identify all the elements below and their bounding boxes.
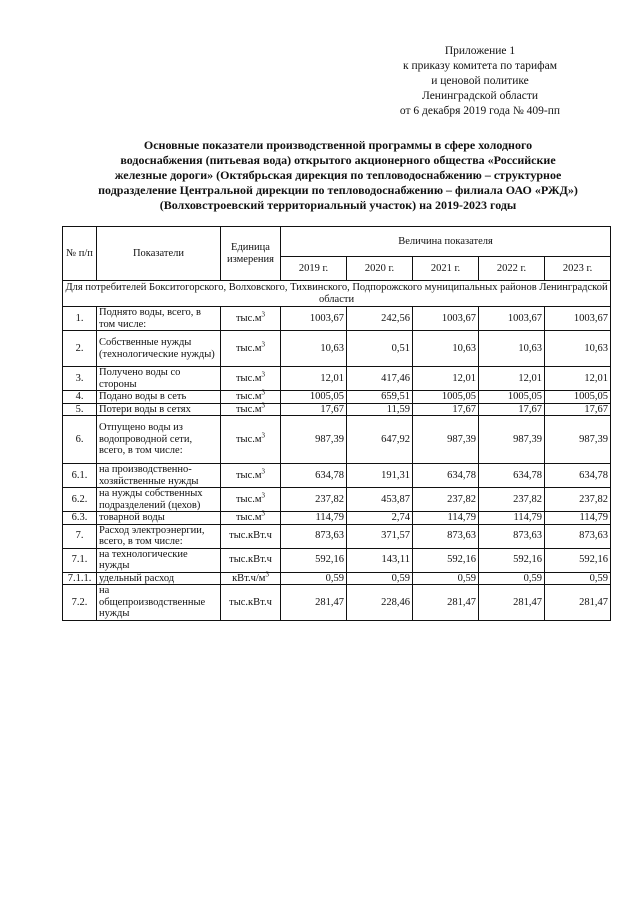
indicator-name: на технологические нужды: [97, 548, 221, 572]
unit-text: кВт.ч/м: [232, 572, 266, 584]
unit-text: тыс.м: [235, 493, 262, 505]
unit-superscript: 3: [261, 509, 266, 518]
table-row: [63, 464, 611, 488]
indicator-name: Поднято воды, всего, в том числе:: [97, 307, 221, 331]
unit-text: тыс.кВт.ч: [229, 554, 272, 566]
value-cell: 634,78: [479, 464, 545, 488]
title-line: Основные показатели производственной программы в сфере холодного: [143, 138, 533, 152]
header-year: 2019 г.: [281, 257, 347, 281]
value-cell: 191,31: [347, 464, 413, 488]
title-line: водоснабжения (питьевая вода) открытого акционерного общества «Российские: [120, 153, 556, 167]
appendix-block: [360, 44, 600, 119]
value-cell: 1005,05: [413, 391, 479, 404]
value-cell: 1005,05: [545, 391, 611, 404]
table-row: [63, 403, 611, 416]
value-cell: 281,47: [479, 585, 545, 621]
table-row: [63, 488, 611, 512]
unit-superscript: 3: [261, 491, 266, 500]
unit-cell: [221, 488, 281, 512]
unit-text: тыс.кВт.ч: [229, 530, 272, 542]
title-line: подразделение Центральной дирекции по тепловодоснабжению – филиала ОАО «РЖД»): [98, 183, 578, 197]
value-cell: 873,63: [479, 524, 545, 548]
unit-superscript: 3: [261, 467, 266, 476]
value-cell: 592,16: [479, 548, 545, 572]
row-number: 6.1.: [63, 464, 97, 488]
header-unit: Единица измерения: [221, 227, 281, 281]
table-row: [63, 512, 611, 525]
value-cell: 0,59: [347, 572, 413, 585]
unit-text: тыс.кВт.ч: [229, 596, 272, 608]
header-indicator: Показатели: [97, 227, 221, 281]
table-row: [63, 548, 611, 572]
table-row: [63, 367, 611, 391]
unit-text: тыс.м: [235, 372, 262, 384]
value-cell: 417,46: [347, 367, 413, 391]
unit-cell: [221, 388, 281, 404]
value-cell: 0,59: [545, 572, 611, 585]
row-number: 5.: [63, 403, 97, 416]
value-cell: 1003,67: [545, 307, 611, 331]
indicator-name: на производственно-хозяйственные нужды: [97, 464, 221, 488]
indicator-name: Расход электроэнергии, всего, в том числе:: [97, 524, 221, 548]
value-cell: 987,39: [413, 416, 479, 464]
value-cell: 0,59: [281, 572, 347, 585]
row-number: 6.3.: [63, 512, 97, 525]
indicator-name: Подано воды в сеть: [97, 391, 221, 404]
unit-cell: [221, 464, 281, 488]
appendix-line: от 6 декабря 2019 года № 409-пп: [399, 105, 561, 117]
unit-superscript: 3: [261, 340, 266, 349]
value-cell: 873,63: [545, 524, 611, 548]
unit-superscript: 3: [261, 310, 266, 319]
value-cell: 0,51: [347, 331, 413, 367]
value-cell: 11,59: [347, 403, 413, 416]
table-row: [63, 391, 611, 404]
value-cell: 242,56: [347, 307, 413, 331]
value-cell: 237,82: [413, 488, 479, 512]
unit-cell: [221, 367, 281, 391]
appendix-line: и ценовой политике: [431, 75, 529, 87]
value-cell: 281,47: [545, 585, 611, 621]
unit-cell: [221, 416, 281, 464]
value-cell: 873,63: [281, 524, 347, 548]
value-cell: 0,59: [479, 572, 545, 585]
value-cell: 987,39: [479, 416, 545, 464]
value-cell: 12,01: [479, 367, 545, 391]
value-cell: 17,67: [413, 403, 479, 416]
value-cell: 371,57: [347, 524, 413, 548]
row-number: 7.: [63, 524, 97, 548]
value-cell: 237,82: [545, 488, 611, 512]
unit-cell: [221, 548, 281, 572]
table-row: [63, 524, 611, 548]
title-line: железные дороги» (Октябрьская дирекция по тепловодоснабжению – структурное: [114, 168, 562, 182]
value-cell: 10,63: [479, 331, 545, 367]
table-row: [63, 572, 611, 585]
unit-cell: [221, 585, 281, 621]
row-number: 1.: [63, 307, 97, 331]
header-value: Величина показателя: [281, 227, 611, 257]
title-line: (Волховстроевский территориальный участок) на 2019-2023 годы: [159, 198, 517, 212]
value-cell: 987,39: [281, 416, 347, 464]
row-number: 4.: [63, 391, 97, 404]
indicator-name: Отпущено воды из водопроводной сети, всего, в том числе:: [97, 416, 221, 464]
value-cell: 10,63: [413, 331, 479, 367]
value-cell: 453,87: [347, 488, 413, 512]
value-cell: 237,82: [281, 488, 347, 512]
value-cell: 237,82: [479, 488, 545, 512]
unit-text: тыс.м: [235, 342, 262, 354]
unit-superscript: 3: [261, 370, 266, 379]
unit-superscript: 3: [261, 431, 266, 440]
value-cell: 592,16: [545, 548, 611, 572]
value-cell: 1003,67: [281, 307, 347, 331]
header-year: 2021 г.: [413, 257, 479, 281]
value-cell: 987,39: [545, 416, 611, 464]
value-cell: 647,92: [347, 416, 413, 464]
value-cell: 873,63: [413, 524, 479, 548]
value-cell: 659,51: [347, 391, 413, 404]
row-number: 6.2.: [63, 488, 97, 512]
indicator-name: удельный расход: [97, 572, 221, 585]
appendix-line: к приказу комитета по тарифам: [403, 60, 557, 72]
header-num: № п/п: [63, 227, 97, 281]
unit-cell: [221, 509, 281, 525]
unit-cell: [221, 524, 281, 548]
value-cell: 281,47: [281, 585, 347, 621]
unit-text: тыс.м: [235, 312, 262, 324]
indicator-name: товарной воды: [97, 512, 221, 525]
table-row: [63, 331, 611, 367]
value-cell: 1003,67: [413, 307, 479, 331]
table-row: [63, 416, 611, 464]
header-year: 2023 г.: [545, 257, 611, 281]
table-body: [63, 307, 611, 621]
value-cell: 114,79: [281, 512, 347, 525]
indicator-name: на общепроизводственные нужды: [97, 585, 221, 621]
value-cell: 12,01: [545, 367, 611, 391]
unit-text: тыс.м: [235, 391, 262, 402]
value-cell: 1005,05: [281, 391, 347, 404]
value-cell: 114,79: [479, 512, 545, 525]
indicator-name: Получено воды со стороны: [97, 367, 221, 391]
row-number: 7.1.1.: [63, 572, 97, 585]
unit-cell: [221, 307, 281, 331]
value-cell: 634,78: [413, 464, 479, 488]
section-heading: Для потребителей Бокситогорского, Волховского, Тихвинского, Подпорожского муниципальных районов Ленинградской области: [63, 281, 611, 307]
unit-text: тыс.м: [235, 433, 262, 445]
unit-text: тыс.м: [235, 403, 262, 415]
value-cell: 281,47: [413, 585, 479, 621]
unit-superscript: 3: [265, 570, 269, 578]
row-number: 3.: [63, 367, 97, 391]
unit-superscript: 3: [261, 401, 266, 409]
table-row: [63, 585, 611, 621]
table-row: [63, 307, 611, 331]
indicator-name: на нужды собственных подразделений (цехов): [97, 488, 221, 512]
value-cell: 12,01: [281, 367, 347, 391]
value-cell: 634,78: [545, 464, 611, 488]
value-cell: 1003,67: [479, 307, 545, 331]
unit-superscript: 3: [261, 388, 266, 397]
unit-cell: [221, 403, 281, 416]
indicator-name: Потери воды в сетях: [97, 403, 221, 416]
indicator-name: Собственные нужды (технологические нужды): [97, 331, 221, 367]
header-year: 2020 г.: [347, 257, 413, 281]
value-cell: 12,01: [413, 367, 479, 391]
value-cell: 114,79: [413, 512, 479, 525]
row-number: 6.: [63, 416, 97, 464]
value-cell: 114,79: [545, 512, 611, 525]
value-cell: 1005,05: [479, 391, 545, 404]
unit-text: тыс.м: [235, 512, 262, 523]
value-cell: 228,46: [347, 585, 413, 621]
value-cell: 17,67: [281, 403, 347, 416]
row-number: 7.1.: [63, 548, 97, 572]
value-cell: 10,63: [281, 331, 347, 367]
row-number: 2.: [63, 331, 97, 367]
unit-text: тыс.м: [235, 469, 262, 481]
value-cell: 2,74: [347, 512, 413, 525]
row-number: 7.2.: [63, 585, 97, 621]
appendix-line: Приложение 1: [444, 45, 516, 57]
unit-cell: [221, 572, 281, 585]
value-cell: 634,78: [281, 464, 347, 488]
document-title: [72, 138, 604, 213]
value-cell: 0,59: [413, 572, 479, 585]
indicators-table: [62, 226, 611, 621]
appendix-line: Ленинградской области: [421, 90, 539, 102]
value-cell: 10,63: [545, 331, 611, 367]
value-cell: 143,11: [347, 548, 413, 572]
value-cell: 17,67: [545, 403, 611, 416]
header-year: 2022 г.: [479, 257, 545, 281]
value-cell: 17,67: [479, 403, 545, 416]
unit-cell: [221, 331, 281, 367]
value-cell: 592,16: [413, 548, 479, 572]
value-cell: 592,16: [281, 548, 347, 572]
